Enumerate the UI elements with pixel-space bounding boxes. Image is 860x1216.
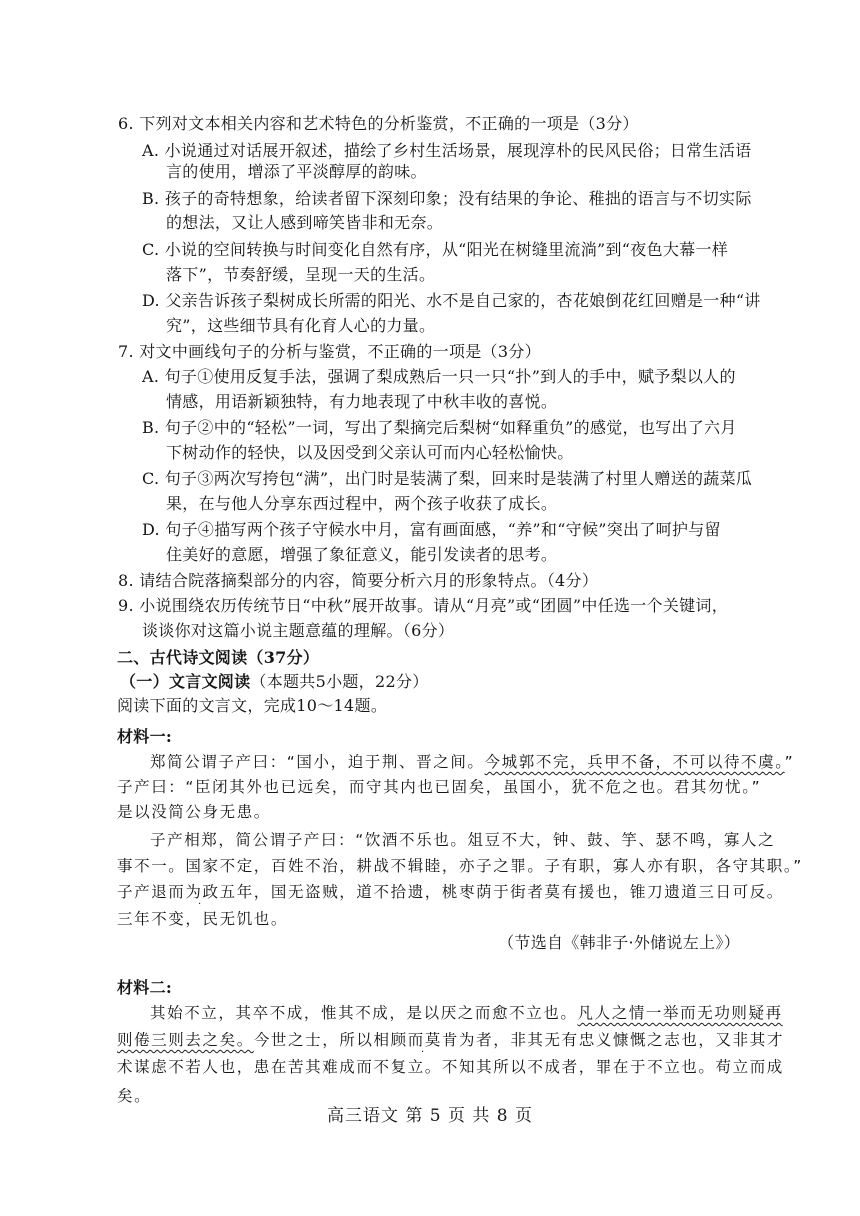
material-2-line xyxy=(117,1030,784,1050)
material-1-label: 材料一: xyxy=(117,727,173,746)
section-2-heading: 二、古代诗文阅读（37分） xyxy=(117,648,320,667)
material-2-line xyxy=(150,1003,783,1023)
emphasis-dot: · xyxy=(198,899,202,910)
page-footer: 高三语文 第 5 页 共 8 页 xyxy=(326,1106,534,1126)
material-2-label: 材料二: xyxy=(117,978,173,997)
part-1-note: （本题共5小题，22分） xyxy=(250,672,429,691)
material-1-line: 子产相郑，简公谓子产曰：“饮酒不乐也。俎豆不大，钟、鼓、竽、瑟不鸣，寡人之 xyxy=(150,831,776,849)
question-6-option-a-cont: 言的使用，增添了平淡醇厚的韵味。 xyxy=(166,162,427,181)
question-6-option-c: C. 小说的空间转换与时间变化自然有序，从“阳光在树缝里流淌”到“夜色大幕一样 xyxy=(142,240,729,259)
question-6-option-a: A. 小说通过对话展开叙述，描绘了乡村生活场景，展现淳朴的民风民俗；日常生活语 xyxy=(142,141,752,160)
question-7-option-b: B. 句子②中的“轻松”一词，写出了梨摘完后梨树“如释重负”的感觉，也写出了六月 xyxy=(142,418,737,437)
material-1-text: ” xyxy=(784,753,795,771)
question-6-stem: 6. 下列对文本相关内容和艺术特色的分析鉴赏，不正确的一项是（3分） xyxy=(118,114,639,133)
material-1-line: 子产退而为政五年，国无盗贼，道不拾遗，桃枣荫于街者莫有援也，锥刀遗道三日可反。 xyxy=(117,883,784,901)
material-1-line: 是以没简公身无患。 xyxy=(117,803,271,821)
question-6-option-d-cont: 究”，这些细节具有化育人心的力量。 xyxy=(166,316,436,335)
wavy-underlined-sentence: 则倦三则去之矣。 xyxy=(117,1031,254,1049)
question-7-option-c-cont: 果，在与他人分享东西过程中，两个孩子收获了成长。 xyxy=(166,494,558,513)
question-7-stem: 7. 对文中画线句子的分析与鉴赏，不正确的一项是（3分） xyxy=(118,342,541,361)
question-9: 9. 小说围绕农历传统节日“中秋”展开故事。请从“月亮”或“团圆”中任选一个关键词， xyxy=(118,596,729,615)
question-7-option-b-cont: 下树动作的轻快，以及因受到父亲认可而内心轻松愉快。 xyxy=(166,443,574,462)
question-7-option-c: C. 句子③两次写挎包“满”，出门时是装满了梨，回来时是装满了村里人赠送的蔬菜瓜 xyxy=(142,469,753,488)
question-6-option-d: D. 父亲告诉孩子梨树成长所需的阳光、水不是自己家的，杏花娘倒花红回赠是一种“讲 xyxy=(142,291,761,310)
material-1-line: 三年不变，民无饥也。 xyxy=(117,910,289,928)
wavy-underlined-sentence: 今城郭不完，兵甲不备，不可以待不虞。 xyxy=(484,753,785,771)
material-2-text: 其始不立，其卒不成，惟其不成，是以厌之而愈不立也。 xyxy=(150,1004,578,1022)
question-9-cont: 谈谈你对这篇小说主题意蕴的理解。（6分） xyxy=(142,621,455,640)
reading-instruction: 阅读下面的文言文，完成10～14题。 xyxy=(117,696,388,715)
material-2-line: 术谋虑不若人也，患在苦其难成而不复立。不知其所以不成者，罪在于不立也。苟立而成 xyxy=(117,1058,784,1076)
question-6-option-c-cont: 落下”，节奏舒缓，呈现一天的生活。 xyxy=(166,265,436,284)
question-7-option-d: D. 句子④描写两个孩子守候水中月，富有画面感，“养”和“守候”突出了呵护与留 xyxy=(142,520,721,539)
material-1-line xyxy=(150,752,794,772)
emphasis-dot: · xyxy=(421,1047,425,1058)
question-7-option-d-cont: 住美好的意愿，增强了象征意义，能引发读者的思考。 xyxy=(166,545,558,564)
material-2-text: 今世之士，所以相顾而莫肯为者，非其无有忠义慷慨之志也，又非其才 xyxy=(253,1031,784,1049)
material-1-source: （节选自《韩非子·外储说左上》） xyxy=(498,933,740,952)
material-1-text: 郑简公谓子产曰：“国小，迫于荆、晋之间。 xyxy=(150,753,485,771)
part-1-title: （一）文言文阅读 xyxy=(120,672,251,691)
question-8: 8. 请结合院落摘梨部分的内容，简要分析六月的形象特点。（4分） xyxy=(118,571,599,590)
material-2-line: 矣。 xyxy=(117,1087,152,1105)
wavy-underlined-sentence: 凡人之情一举而无功则疑再 xyxy=(577,1004,783,1022)
question-6-option-b: B. 孩子的奇特想象，给读者留下深刻印象；没有结果的争论、稚拙的语言与不切实际 xyxy=(142,189,752,208)
question-6-option-b-cont: 的想法，又让人感到啼笑皆非和无奈。 xyxy=(166,213,444,232)
material-1-line: 子产曰：“臣闭其外也已远矣，而守其内也已固矣，虽国小，犹不危之也。君其勿忧。” xyxy=(117,778,762,796)
question-7-option-a: A. 句子①使用反复手法，强调了梨成熟后一只一只“扑”到人的手中，赋予梨以人的 xyxy=(142,367,736,386)
question-7-option-a-cont: 情感，用语新颖独特，有力地表现了中秋丰收的喜悦。 xyxy=(166,392,558,411)
material-1-line: 事不一。国家不定，百姓不治，耕战不辑睦，亦子之罪。子有职，寡人亦有职，各守其职。” xyxy=(117,857,803,875)
section-2-part-1-heading xyxy=(120,672,429,692)
